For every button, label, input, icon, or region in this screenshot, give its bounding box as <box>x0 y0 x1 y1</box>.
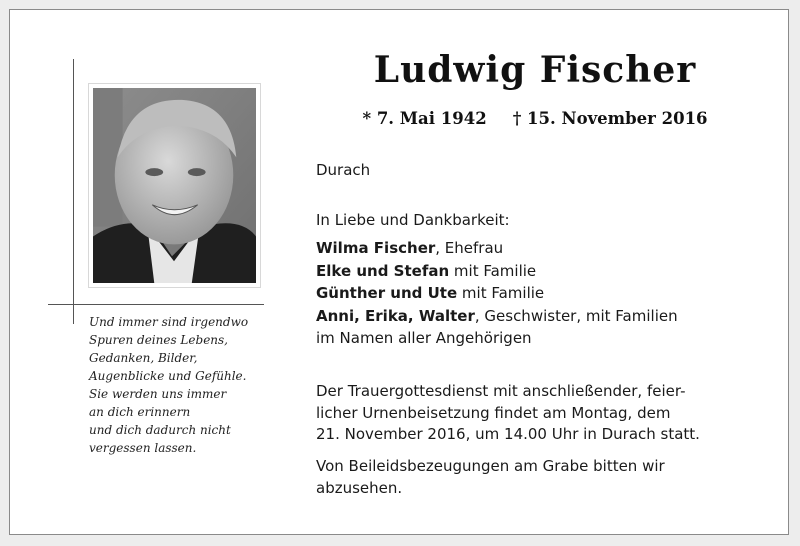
poem-line: Sie werden uns immer <box>89 387 227 401</box>
intro-line: In Liebe und Dankbarkeit: <box>316 211 510 229</box>
poem-line: und dich dadurch nicht <box>89 423 231 437</box>
service-line: Der Trauergottesdienst mit anschließender, feier- <box>316 382 686 400</box>
request-line: abzusehen. <box>316 478 403 497</box>
poem-line: an dich erinnern <box>89 405 191 419</box>
mourner-row <box>316 282 678 305</box>
poem-line: Spuren deines Lebens, <box>89 333 228 347</box>
mourner-row <box>316 237 678 260</box>
mourner-relation: , Ehefrau <box>435 239 504 257</box>
mourner-relation: im Namen aller Angehörigen <box>316 329 532 347</box>
mourner-names: Günther und Ute <box>316 284 458 302</box>
mourner-row <box>316 305 678 328</box>
mourners-list <box>316 237 678 350</box>
obituary-card <box>9 9 789 535</box>
mourner-relation: , Geschwister, mit Familien <box>474 306 678 325</box>
memorial-poem <box>89 313 289 457</box>
mourner-row <box>316 327 678 350</box>
mourner-relation: mit Familie <box>449 261 537 280</box>
life-dates <box>320 109 750 128</box>
mourner-names: Anni, Erika, Walter <box>316 306 475 325</box>
mourner-row <box>316 260 678 283</box>
mourner-names: Wilma Fischer <box>316 239 436 257</box>
service-announcement <box>316 381 700 446</box>
service-line: 21. November 2016, um 14.00 Uhr in Durach statt. <box>316 425 700 443</box>
deceased-name: Ludwig Fischer <box>373 49 697 91</box>
request-line: Von Beileidsbezeugungen am Grabe bitten wir <box>316 457 665 475</box>
frame-vertical-line <box>73 59 74 324</box>
birth-date: * 7. Mai 1942 <box>362 109 487 128</box>
death-date: † 15. November 2016 <box>512 109 708 128</box>
mourner-relation: mit Familie <box>457 284 545 302</box>
frame-horizontal-line <box>48 304 264 305</box>
place-of-residence: Durach <box>316 161 371 179</box>
service-line: licher Urnenbeisetzung findet am Montag, dem <box>316 403 671 422</box>
condolence-request <box>316 456 665 499</box>
poem-line: Und immer sind irgendwo <box>89 315 249 329</box>
poem-line: vergessen lassen. <box>89 441 197 455</box>
portrait-photo <box>88 83 261 288</box>
poem-line: Gedanken, Bilder, <box>89 351 198 365</box>
mourner-names: Elke und Stefan <box>316 261 450 280</box>
poem-line: Augenblicke und Gefühle. <box>89 369 247 383</box>
